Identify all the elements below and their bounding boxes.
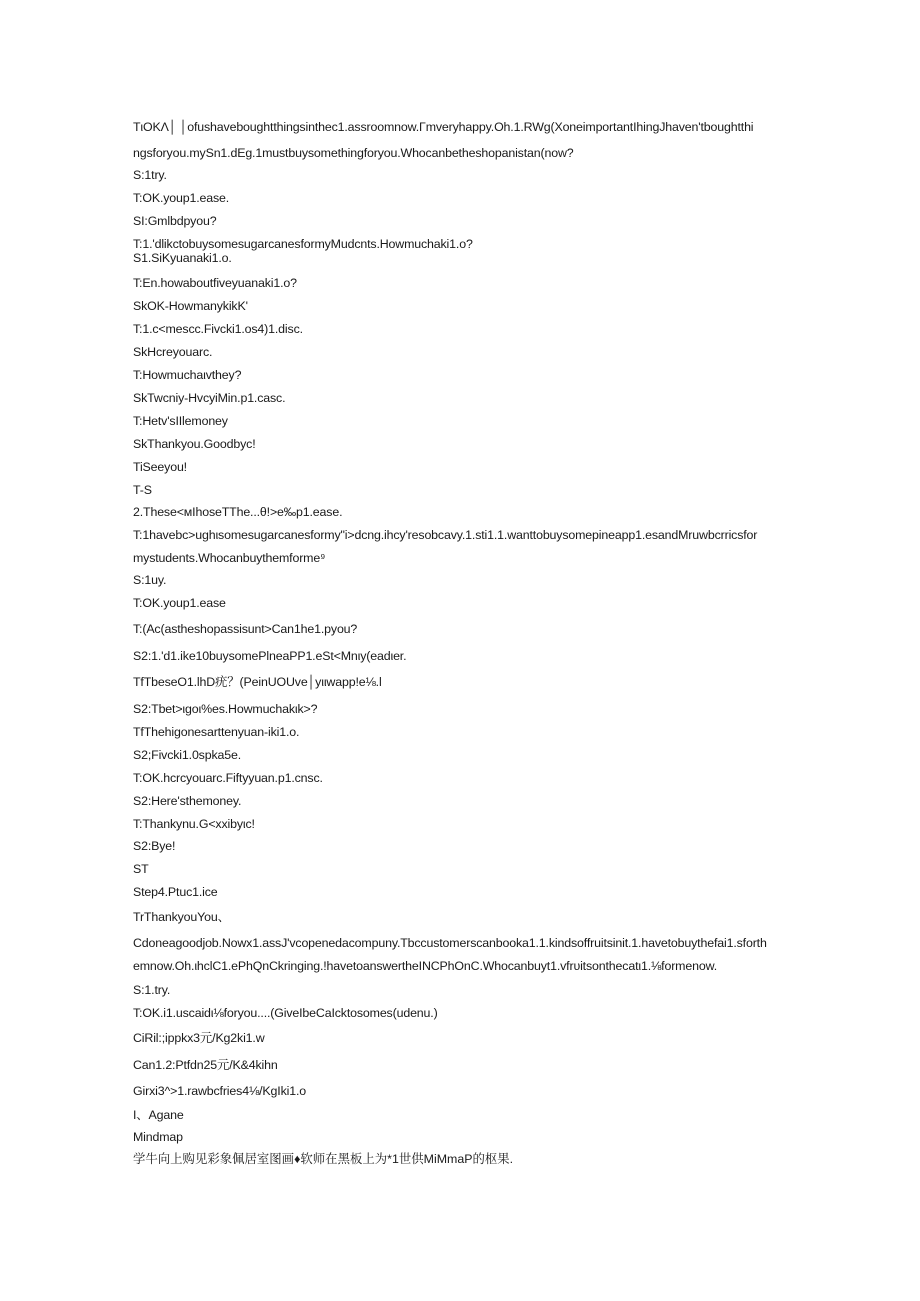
text-line: T-S — [133, 483, 152, 497]
text-line: TιOKΛ│ │ofushaveboughtthingsinthec1.assroomnow.Γmveryhappy.Oh.1.RWg(XoneimportantIhingJhaven'tboughtthi — [133, 120, 754, 134]
text-line: T:OK.youp1.ease — [133, 596, 226, 610]
text-line: S2:Here'sthemoney. — [133, 794, 242, 808]
text-line: T:(Ac(astheshopassisunt>Can1he1.pyou? — [133, 622, 358, 636]
text-line: Step4.Ptuc1.ice — [133, 885, 218, 899]
text-line: TfThehigonesarttenyuan-iki1.o. — [133, 725, 300, 739]
text-line: S2:Bye! — [133, 839, 176, 853]
text-line: TiSeeyou! — [133, 460, 187, 474]
text-line: T:Thankynu.G<xxibyιc! — [133, 817, 255, 831]
text-line: emnow.Oh.ιhclC1.ePhQnCkringing.!havetoanswertheINCPhOnC.Whocanbuyt1.vfrυitsonthecatι1.⅛formenow. — [133, 959, 717, 973]
text-line: ngsforyou.mySn1.dEg.1mustbuysomethingforyou.Whocanbetheshopanistan(now? — [133, 146, 574, 160]
text-line: T:OK.youp1.ease. — [133, 191, 230, 205]
text-line: S2:1.'d1.ike10buysomePlneaPP1.eSt<Mnιy(eadιer. — [133, 649, 407, 663]
text-line: SkOK-HowmanykikK' — [133, 299, 248, 313]
text-line: SkThankyou.Goodbyc! — [133, 437, 256, 451]
text-line: T:Howmuchaιvthey? — [133, 368, 242, 382]
text-line: T:1.c<mescc.Fivcki1.os4)1.disc. — [133, 322, 303, 336]
text-line: S2;Fivcki1.0spka5e. — [133, 748, 242, 762]
text-line: S1.SiKyuanaki1.o. — [133, 251, 232, 265]
text-line: Girxi3^>1.rawbcfries4⅛/KgIki1.o — [133, 1084, 306, 1098]
text-line: S2:Tbet>ιgoι%es.Howmuchakιk>? — [133, 702, 318, 716]
text-line: 2.These<мIhoseTThe...θ!>e‰p1.ease. — [133, 505, 343, 519]
text-line: S:1try. — [133, 168, 167, 182]
text-line: T:OK.i1.uscaidι⅛foryou....(GiveIbeCaIcktosomes(udenu.) — [133, 1006, 438, 1020]
text-line: T:OK.hcrcyouarc.Fiftyyuan.p1.cnsc. — [133, 771, 323, 785]
text-line: CiRil:;ippkx3元/Kg2ki1.w — [133, 1031, 265, 1045]
text-line: SkHcreyouarc. — [133, 345, 213, 359]
text-line: S:1.try. — [133, 983, 171, 997]
text-line: Mindmap — [133, 1130, 183, 1144]
text-line: Cdoneagoodjob.Nowx1.assJ'vcopenedacompuny.Tbccustomerscanbooka1.1.kindsoffruitsinit.1.havetobuythefai1.sforth — [133, 936, 767, 950]
text-line: SkTwcniy-HvcyiMin.p1.casc. — [133, 391, 286, 405]
text-line: ST — [133, 862, 149, 876]
text-line: TfTbeseO1.lhD疣？(PeinUOUve│yιιwapp!e⅛.l — [133, 675, 382, 689]
text-line: Can1.2:Ptfdn25元/K&4kihn — [133, 1058, 278, 1072]
text-line: SI:Gmlbdpyou? — [133, 214, 217, 228]
text-line: T:En.howaboutfiveyuanaki1.o? — [133, 276, 297, 290]
text-line: I、Agane — [133, 1108, 184, 1122]
text-line: mystudents.Whocanbuythemforme⁹ — [133, 551, 326, 565]
text-line: 学牛向上购见彩象佩居室图画♦软师在黑板上为*1世供MiMmaP的枢果. — [133, 1152, 514, 1166]
text-line: T:1havebc>ughιsomesugarcanesformy"i>dcng.ihcy'resobcavy.1.sti1.1.wanttobuysomepineapp1.esandMruwbcrricsfor — [133, 528, 758, 542]
text-line: T:1.'dlikctobuysomesugarcanesformyMudcnts.Howmuchaki1.o? — [133, 237, 473, 251]
text-line: T:Hetv'sIIlemoney — [133, 414, 228, 428]
text-line: S:1uy. — [133, 573, 167, 587]
text-line: TrThankyouYou、 — [133, 910, 230, 924]
